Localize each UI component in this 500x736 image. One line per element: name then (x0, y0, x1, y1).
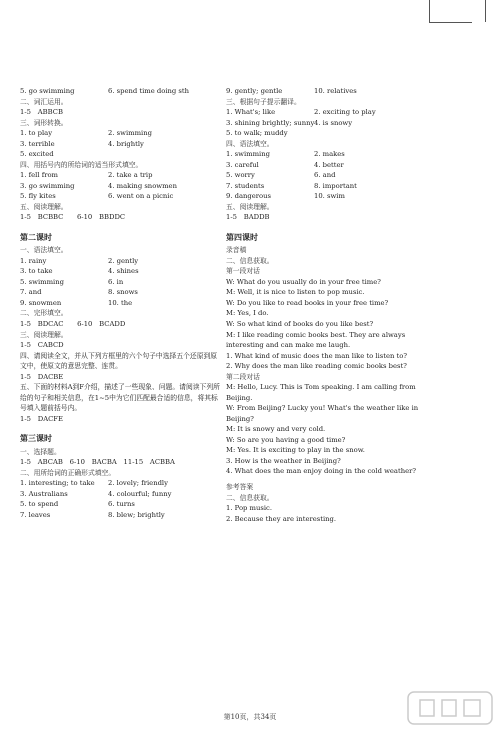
answer-row (20, 170, 220, 181)
watermark-logo (406, 688, 494, 728)
text-line: 2. Why does the man like reading comic books best? (226, 362, 407, 371)
text-line: 1. What kind of music does the man like to listen to? (226, 351, 408, 360)
answer-row (20, 256, 220, 267)
answer-item: 6. turns (108, 500, 135, 509)
answer-item: 3. shining brightly; sunny (226, 118, 315, 127)
answer-item: 6. went on a picnic (108, 192, 174, 201)
text-line: W: So what kind of books do you like best? (226, 320, 374, 329)
text-line: 五、下面的材料A到F介绍，描述了一些现象、问题。请阅读下列所给的句子和相关信息，在1~5中为它们匹配最合适的信息，将其标号填入题前括号内。 (20, 383, 220, 413)
answer-item: 3. careful (226, 160, 259, 169)
lesson-heading: 第二课时 (20, 231, 52, 242)
answer-item: 5. go swimming (20, 87, 75, 95)
answer-item: 10. relatives (314, 87, 357, 95)
answer-item: 6. in (108, 277, 124, 286)
text-line: 2. Because they are interesting. (226, 514, 337, 523)
answer-item: 2. exciting to play (314, 108, 376, 117)
text-line: 1-5 ABBCB (20, 108, 63, 117)
answer-row (226, 191, 426, 202)
text-line: 4. What does the man enjoy doing in the cold weather? (226, 467, 417, 476)
answer-item: 4. better (314, 160, 344, 169)
lesson-heading: 第三课时 (20, 433, 52, 444)
answer-item: 9. snowmen (20, 298, 62, 307)
text-line: 5. to walk; muddy (226, 129, 288, 138)
answer-item: 3. Australians (20, 489, 68, 498)
answer-row (20, 499, 220, 510)
section-heading: 录音稿 (226, 246, 247, 255)
section-heading: 三、词形转换。 (20, 118, 68, 127)
section-heading: 第二段对话 (226, 372, 260, 381)
answer-row (20, 277, 220, 288)
text-line: M: It is snowy and very cold. (226, 425, 326, 434)
answer-item: 9. gently; gentle (226, 87, 283, 95)
section-heading: 三、阅读理解。 (20, 330, 68, 339)
text-line: 1-5 ABCAB 6-10 BACBA 11-15 ACBBA (20, 458, 175, 467)
text-line: M: Yes, I do. (226, 309, 269, 318)
text-line: M: Yes. It is exciting to play in the snow. (226, 446, 365, 455)
answer-item: 4. shines (108, 267, 139, 276)
section-heading: 二、用所给词的正确形式填空。 (20, 468, 116, 477)
section-heading: 参考答案 (226, 482, 254, 491)
text-line: M: I like reading comic books best. They are always interesting and can make me laugh. (226, 330, 406, 350)
answer-item: 5. worry (226, 171, 255, 180)
text-line: 1-5 BCBBC 6-10 BBDDC (20, 213, 126, 222)
section-heading: 五、阅读理解。 (226, 202, 274, 211)
text-line: 四、请阅读全文，并从下列方框里的六个句子中选择五个还原到原文中，使原文的意思完整、连贯。 (20, 351, 218, 371)
answer-item: 5. swimming (20, 277, 64, 286)
answer-item: 10. the (108, 298, 133, 307)
text-line: 5. excited (20, 150, 54, 159)
corner-crop-line (485, 0, 486, 22)
answer-row (20, 287, 220, 298)
answer-row (226, 149, 426, 160)
answer-item: 7. and (20, 288, 42, 297)
answer-row (226, 107, 426, 118)
answer-item: 8. blew; brightly (108, 510, 165, 519)
page-footer: 第10页，共34页 (223, 713, 277, 721)
corner-crop-mark (429, 0, 472, 23)
answer-item: 1. to play (20, 129, 53, 138)
text-line: M: Hello, Lucy. This is Tom speaking. I am calling from Beijing. (226, 383, 416, 402)
section-heading: 三、根据句子提示翻译。 (226, 97, 301, 106)
answer-item: 2. swimming (108, 129, 152, 138)
section-heading: 第一段对话 (226, 267, 260, 276)
answer-item: 3. terrible (20, 139, 55, 148)
section-heading: 五、阅读理解。 (20, 202, 68, 211)
answer-item: 3. go swimming (20, 181, 75, 190)
answer-row (20, 139, 220, 150)
answer-item: 6. and (314, 171, 336, 180)
text-line: 1-5 CABCD (20, 341, 64, 350)
answer-item: 1. swimming (226, 150, 270, 159)
answer-row (20, 181, 220, 192)
answer-item: 4. making snowmen (108, 181, 177, 190)
answer-item: 1. interesting; to take (20, 479, 95, 488)
text-line: W: Do you like to read books in your free time? (226, 298, 389, 307)
answer-item: 4. brightly (108, 139, 144, 148)
section-heading: 二、完形填空。 (20, 309, 68, 318)
answer-row (20, 478, 220, 489)
answer-item: 2. take a trip (108, 171, 153, 180)
text-line: M: Well, it is nice to listen to pop music. (226, 288, 365, 297)
answer-item: 2. lovely; friendly (108, 479, 168, 488)
text-line: 1-5 BDCAC 6-10 BCADD (20, 320, 126, 329)
text-line: 1. Pop music. (226, 504, 272, 513)
answer-item: 4. is snowy (314, 118, 353, 127)
answer-item: 1. rainy (20, 256, 47, 265)
section-heading: 四、语法填空。 (226, 139, 274, 148)
answer-row (20, 266, 220, 277)
section-heading: 四、用括号内的所给词的适当形式填空。 (20, 160, 143, 169)
left-column (20, 86, 220, 520)
answer-item: 10. swim (314, 192, 345, 201)
answer-row (20, 128, 220, 139)
answer-row (226, 118, 426, 129)
answer-item: 4. colourful; funny (108, 489, 172, 498)
answer-item: 3. to take (20, 267, 53, 276)
answer-row (20, 86, 220, 97)
lesson-heading: 第四课时 (226, 231, 258, 242)
answer-item: 2. gently (108, 256, 139, 265)
answer-row (226, 86, 426, 97)
section-heading: 二、信息获取。 (226, 493, 274, 502)
answer-item: 2. makes (314, 150, 345, 159)
answer-item: 1. What's; like (226, 108, 276, 117)
answer-row (20, 298, 220, 309)
text-line: 1-5 DACBE (20, 372, 64, 381)
answer-item: 5. fly kites (20, 192, 56, 201)
text-line: 1-5 DACFE (20, 414, 63, 423)
text-line: W: So are you having a good time? (226, 435, 346, 444)
answer-row (226, 170, 426, 181)
answer-row (226, 160, 426, 171)
section-heading: 一、语法填空。 (20, 246, 68, 255)
answer-item: 7. leaves (20, 510, 51, 519)
answer-item: 6. spend time doing sth (108, 87, 190, 95)
text-line: W: From Beijing? Lucky you! What's the weather like in Beijing? (226, 404, 419, 423)
answer-row (20, 489, 220, 500)
section-heading: 二、词汇运用。 (20, 97, 68, 106)
answer-item: 7. students (226, 181, 265, 190)
answer-item: 5. to spend (20, 500, 59, 509)
section-heading: 二、信息获取。 (226, 256, 274, 265)
answer-item: 8. important (314, 181, 357, 190)
section-heading: 一、选择题。 (20, 447, 61, 456)
answer-row (226, 181, 426, 192)
answer-item: 9. dangerous (226, 192, 272, 201)
answer-row (20, 510, 220, 521)
answer-item: 8. snows (108, 288, 138, 297)
text-line: 3. How is the weather in Beijing? (226, 456, 341, 465)
answer-row (20, 191, 220, 202)
text-line: 1-5 BADDB (226, 213, 270, 222)
text-line: W: What do you usually do in your free time? (226, 277, 381, 286)
right-column (226, 86, 426, 524)
answer-item: 1. fell from (20, 171, 58, 180)
